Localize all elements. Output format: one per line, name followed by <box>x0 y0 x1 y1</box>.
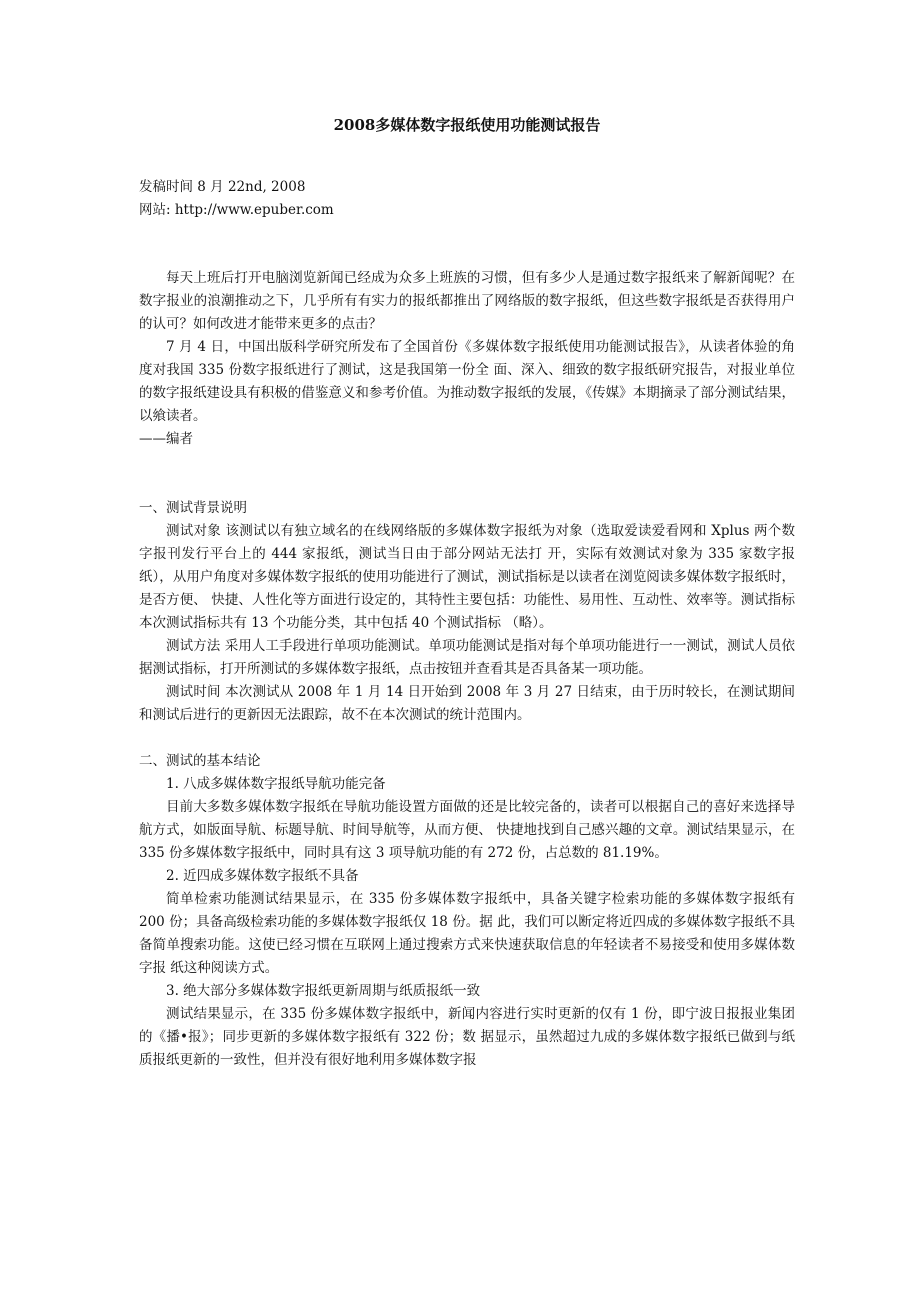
publish-date: 发稿时间 8 月 22nd, 2008 <box>139 179 306 195</box>
intro-paragraph: 7 月 4 日，中国出版科学研究所发布了全国首份《多媒体数字报纸使用功能测试报告》，从读者体验的角度对我国 335 份数字报纸进行了测试，这是我国第一份全 面、深入、细致的数字报纸研究报告，对报业单位的数字报纸建设具有积极的借鉴意义和参考价值。为推动数字报纸的发展，《传媒》本期摘录了部分测试结果，以飨读者。 <box>139 339 795 424</box>
intro-paragraph: 每天上班后打开电脑浏览新闻已经成为众多上班族的习惯，但有多少人是通过数字报纸来了解新闻呢？在数字报业的浪潮推动之下，几乎所有有实力的报纸都推出了网络版的数字报纸，但这些数字报纸是否获得用户的认可？如何改进才能带来更多的点击？ <box>139 270 795 332</box>
meta-block <box>139 176 795 222</box>
paragraph: 目前大多数多媒体数字报纸在导航功能设置方面做的还是比较完备的，读者可以根据自己的喜好来选择导航方式，如版面导航、标题导航、时间导航等，从而方便、 快捷地找到自己感兴趣的文章。测试结果显示，在 335 份多媒体数字报纸中，同时具有这 3 项导航功能的有 272 份，占总数的 81.19%。 <box>139 799 795 861</box>
section-background <box>139 497 795 727</box>
document-page <box>139 108 795 1072</box>
website: 网站: http://www.epuber.com <box>139 202 334 218</box>
document-title: 2008多媒体数字报纸使用功能测试报告 <box>333 116 601 134</box>
paragraph: 测试结果显示，在 335 份多媒体数字报纸中，新闻内容进行实时更新的仅有 1 份，即宁波日报报业集团的《播•报》；同步更新的多媒体数字报纸有 322 份；数 据显示，虽然超过九成的多媒体数字报纸已做到与纸质报纸更新的一致性，但并没有很好地利用多媒体数字报 <box>139 1006 795 1068</box>
section-conclusions <box>139 750 795 1072</box>
paragraph: 简单检索功能测试结果显示，在 335 份多媒体数字报纸中，具备关键字检索功能的多媒体数字报纸有 200 份；具备高级检索功能的多媒体数字报纸仅 18 份。据 此，我们可以断定将近四成的多媒体数字报纸不具备简单搜索功能。这使已经习惯在互联网上通过搜索方式来快速获取信息的年轻读者不易接受和使用多媒体数字报 纸这种阅读方式。 <box>139 891 795 976</box>
editor-intro <box>139 267 795 451</box>
subheading: 2. 近四成多媒体数字报纸不具备 <box>166 868 359 884</box>
paragraph: 测试方法 采用人工手段进行单项功能测试。单项功能测试是指对每个单项功能进行一一测试，测试人员依据测试指标，打开所测试的多媒体数字报纸，点击按钮并查看其是否具备某一项功能。 <box>139 638 795 677</box>
paragraph: 测试对象 该测试以有独立域名的在线网络版的多媒体数字报纸为对象（选取爱读爱看网和 Xplus 两个数字报刊发行平台上的 444 家报纸，测试当日由于部分网站无法打 开，实际有效测试对象为 335 家数字报纸），从用户角度对多媒体数字报纸的使用功能进行了测试，测试指标是以读者在浏览阅读多媒体数字报纸时，是否方便、 快捷、人性化等方面进行设定的，其特性主要包括：功能性、易用性、互动性、效率等。测试指标本次测试指标共有 13 个功能分类，其中包括 40 个测试指标 （略）。 <box>139 523 795 631</box>
paragraph: 测试时间 本次测试从 2008 年 1 月 14 日开始到 2008 年 3 月 27 日结束，由于历时较长，在测试期间和测试后进行的更新因无法跟踪，故不在本次测试的统计范围内。 <box>139 684 795 723</box>
subheading: 3. 绝大部分多媒体数字报纸更新周期与纸质报纸一致 <box>166 983 481 999</box>
subheading: 1. 八成多媒体数字报纸导航功能完备 <box>166 776 386 792</box>
section-heading: 一、测试背景说明 <box>139 500 247 516</box>
editor-signature: ——编者 <box>139 431 193 447</box>
section-heading: 二、测试的基本结论 <box>139 753 261 769</box>
